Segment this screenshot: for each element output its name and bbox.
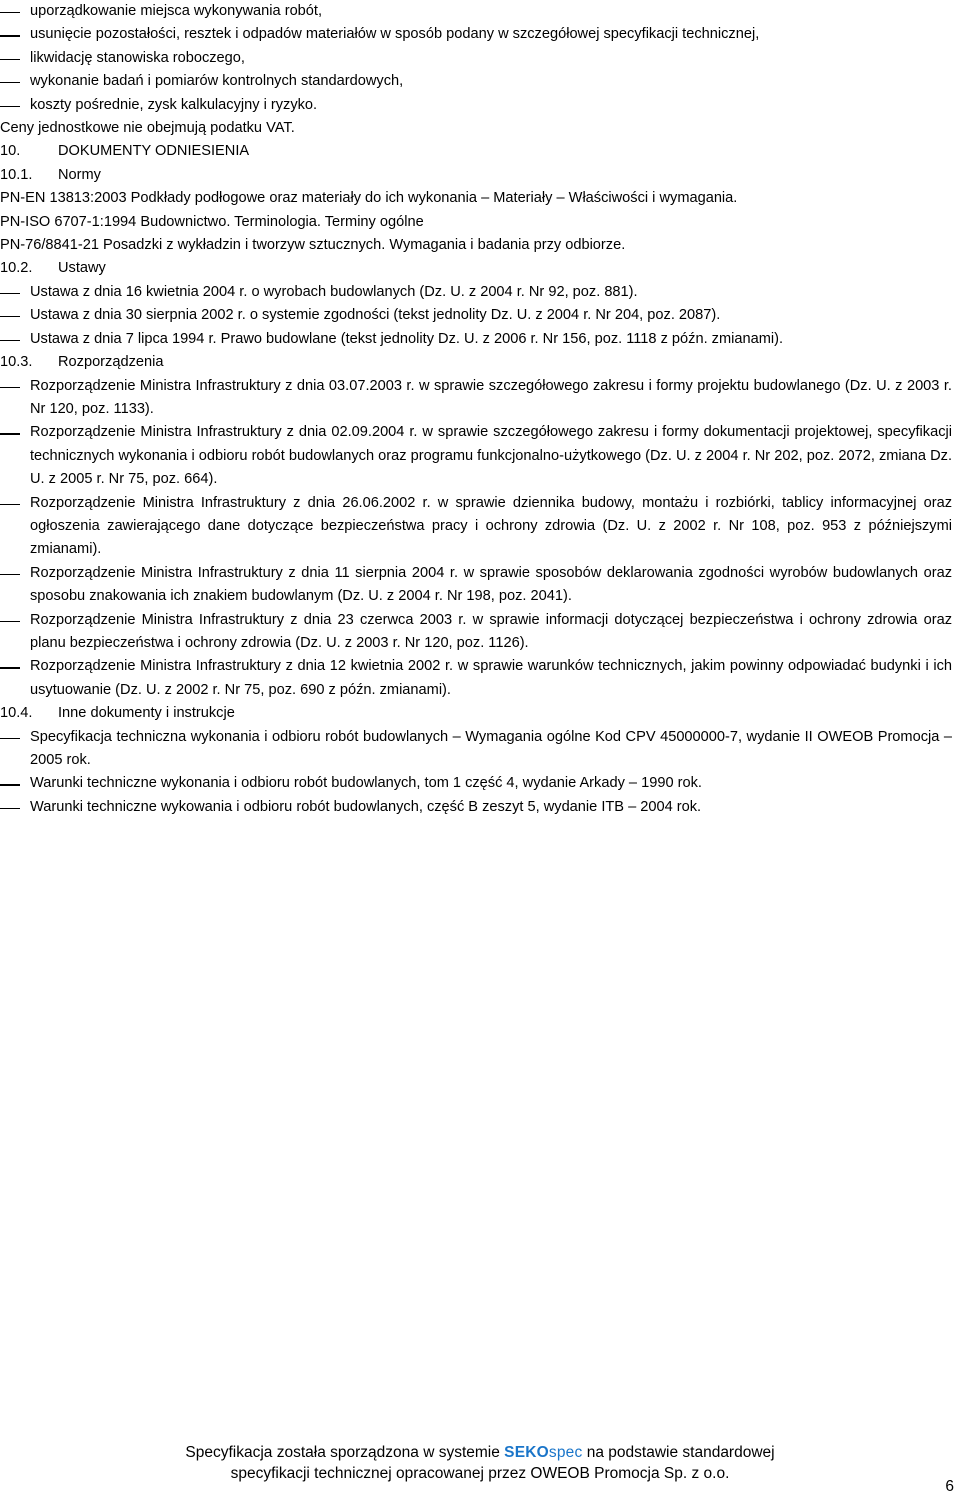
regulations-list xyxy=(0,375,952,703)
list-item: Warunki techniczne wykowania i odbioru robót budowlanych, część B zeszyt 5, wydanie ITB – 2004 rok. xyxy=(30,798,702,815)
list-item: Rozporządzenie Ministra Infrastruktury z dnia 11 sierpnia 2004 r. w sprawie sposobów deklarowania zgodności wyrobów budowlanych oraz sposobu znakowania ich znakiem budowlanym (Dz. U. z 2004 r. Nr 198, poz. 2041). xyxy=(30,564,952,605)
norm-line: PN-EN 13813:2003 Podkłady podłogowe oraz materiały do ich wykonania – Materiały – Właściwości i wymagania. xyxy=(0,190,738,207)
page-number: 6 xyxy=(945,1478,954,1495)
list-item: Rozporządzenie Ministra Infrastruktury z dnia 02.09.2004 r. w sprawie szczegółowego zakresu i formy dokumentacji projektowej, specyfikacji technicznych wykonania i odbioru robót budowlanych oraz programu funkcjonalno-użytkowego (Dz. U. z 2004 r. Nr 202, poz. 2072, zmiana Dz. U. z 2005 r. Nr 75, poz. 664). xyxy=(30,424,952,488)
vat-note: Ceny jednostkowe nie obejmują podatku VAT. xyxy=(0,120,295,137)
section-heading-10-1 xyxy=(0,164,952,187)
section-number: 10.1. xyxy=(0,166,33,183)
section-number: 10.2. xyxy=(0,260,33,277)
section-title: Normy xyxy=(58,166,101,183)
section-title: Ustawy xyxy=(58,260,106,277)
section-heading-10-2 xyxy=(0,257,952,280)
statutes-list xyxy=(0,281,952,351)
list-item: Ustawa z dnia 30 sierpnia 2002 r. o systemie zgodności (tekst jednolity Dz. U. z 2004 r. Nr 204, poz. 2087). xyxy=(30,307,721,324)
list-item: Specyfikacja techniczna wykonania i odbioru robót budowlanych – Wymagania ogólne Kod CPV 45000000-7, wydanie II OWEOB Promocja – 2005 rok. xyxy=(30,728,952,768)
section-number: 10.4. xyxy=(0,705,33,722)
section-title: Rozporządzenia xyxy=(58,354,164,371)
list-item: wykonanie badań i pomiarów kontrolnych standardowych, xyxy=(30,73,404,90)
list-item: Rozporządzenie Ministra Infrastruktury z dnia 23 czerwca 2003 r. w sprawie informacji dotyczącej bezpieczeństwa i ochrony zdrowia oraz planu bezpieczeństwa i ochrony zdrowia (Dz. U. z 2003 r. Nr 120, poz. 1126). xyxy=(30,611,952,651)
section-heading-10-3 xyxy=(0,351,952,374)
lead-list xyxy=(0,0,952,117)
section-number: 10.3. xyxy=(0,354,33,371)
section-number: 10. xyxy=(0,143,21,160)
other-documents-list xyxy=(0,726,952,820)
list-item: Rozporządzenie Ministra Infrastruktury z dnia 26.06.2002 r. w sprawie dziennika budowy, montażu i rozbiórki, tablicy informacyjnej oraz ogłoszenia zawierającego dane dotyczące bezpieczeństwa pracy i ochrony zdrowia (Dz. U. z 2002 r. Nr 108, poz. 953 z późniejszymi zmianami). xyxy=(30,494,952,558)
section-title: DOKUMENTY ODNIESIENIA xyxy=(58,143,250,160)
norm-line: PN-76/8841-21 Posadzki z wykładzin i tworzyw sztucznych. Wymagania i badania przy odbiorze. xyxy=(0,237,626,254)
norm-line: PN-ISO 6707-1:1994 Budownictwo. Terminologia. Terminy ogólne xyxy=(0,213,424,230)
list-item: Rozporządzenie Ministra Infrastruktury z dnia 12 kwietnia 2002 r. w sprawie warunków technicznych, jakim powinny odpowiadać budynki i ich usytuowanie (Dz. U. z 2002 r. Nr 75, poz. 690 z późn. zmianami). xyxy=(30,658,952,698)
list-item: likwidację stanowiska roboczego, xyxy=(30,49,245,66)
list-item: Warunki techniczne wykonania i odbioru robót budowlanych, tom 1 część 4, wydanie Arkady – 1990 rok. xyxy=(30,775,702,792)
list-item: Ustawa z dnia 7 lipca 1994 r. Prawo budowlane (tekst jednolity Dz. U. z 2006 r. Nr 156, poz. 1118 z późn. zmianami). xyxy=(30,330,784,347)
list-item: uporządkowanie miejsca wykonywania robót, xyxy=(30,3,323,19)
page-footer xyxy=(0,1442,960,1484)
sekospec-logo: SEKOspec xyxy=(504,1444,583,1461)
footer-line-1: Specyfikacja została sporządzona w systemie SEKOspec na podstawie standardowej xyxy=(185,1444,775,1461)
list-item: usunięcie pozostałości, resztek i odpadów materiałów w sposób podany w szczegółowej specyfikacji technicznej, xyxy=(30,26,760,43)
section-heading-10-4 xyxy=(0,702,952,725)
footer-line-2: specyfikacji technicznej opracowanej przez OWEOB Promocja Sp. z o.o. xyxy=(230,1465,730,1482)
section-title: Inne dokumenty i instrukcje xyxy=(58,705,235,722)
section-heading-10 xyxy=(0,140,952,163)
list-item: Ustawa z dnia 16 kwietnia 2004 r. o wyrobach budowlanych (Dz. U. z 2004 r. Nr 92, poz. 881). xyxy=(30,283,638,300)
list-item: koszty pośrednie, zysk kalkulacyjny i ryzyko. xyxy=(30,96,318,113)
list-item: Rozporządzenie Ministra Infrastruktury z dnia 03.07.2003 r. w sprawie szczegółowego zakresu i formy projektu budowlanego (Dz. U. z 2003 r. Nr 120, poz. 1133). xyxy=(30,377,952,417)
